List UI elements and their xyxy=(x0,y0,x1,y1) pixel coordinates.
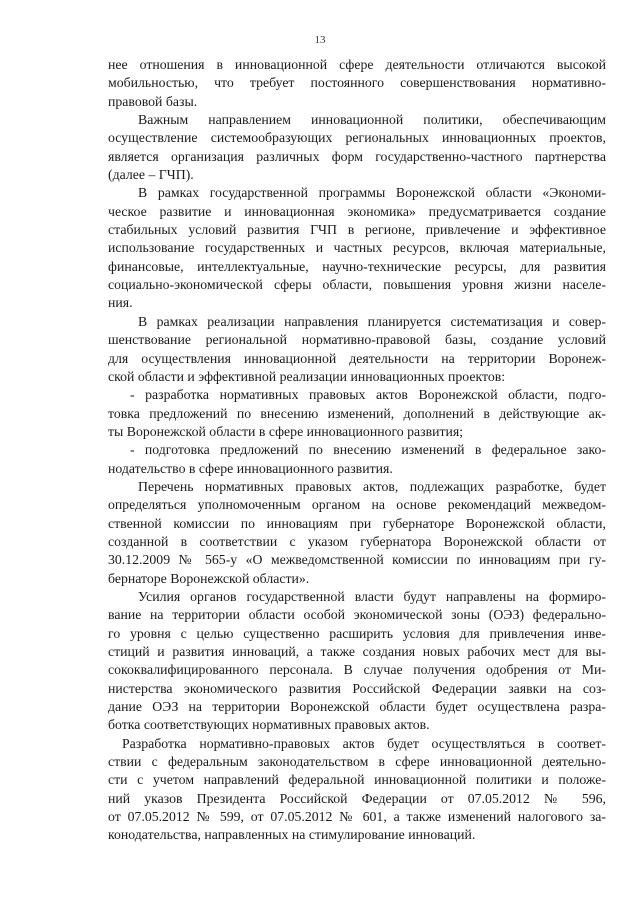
text-line: шенствование региональной нормативно-правовой базы, создание условий xyxy=(108,332,606,348)
document-body xyxy=(108,56,606,845)
text-line: вание на территории области особой экономической зоны (ОЭЗ) федерально- xyxy=(108,607,606,623)
text-line: - подготовка предложений по внесению изменений в федеральное зако- xyxy=(130,442,606,458)
text-line: нее отношения в инновационной сфере деятельности отличаются высокой xyxy=(108,57,606,72)
text-line: нистерства экономического развития Российской Федерации заявки на соз- xyxy=(108,680,606,696)
text-line: ческое развитие и инновационная экономика» предусматривается создание xyxy=(108,203,606,219)
page-number: 13 xyxy=(314,34,326,46)
text-line: 30.12.2009 № 565-у «О межведомственной комиссии по инновациям при гу- xyxy=(108,552,606,568)
text-line: мобильностью, что требует постоянного совершенствования нормативно- xyxy=(108,75,606,91)
text-line: В рамках государственной программы Воронежской области «Экономи- xyxy=(138,185,606,201)
text-line: ты Воронежской области в сфере инновационного развития; xyxy=(108,423,464,439)
text-line: использование государственных и частных ресурсов, включая материальные, xyxy=(108,240,606,256)
text-line: бернаторе Воронежской области». xyxy=(108,570,310,586)
text-line: созданной в соответствии с указом губернатора Воронежской области от xyxy=(108,533,606,549)
text-line: (далее – ГЧП). xyxy=(108,167,194,183)
text-line: социально-экономической сферы области, повышения уровня жизни населе- xyxy=(108,277,606,293)
text-line: финансовые, интеллектуальные, научно-технические ресурсы, для развития xyxy=(108,258,606,274)
text-line: для осуществления инновационной деятельности на территории Воронеж- xyxy=(108,350,606,366)
text-line: Перечень нормативных правовых актов, подлежащих разработке, будет xyxy=(138,478,606,494)
text-line: стиций и развития инноваций, а также создания новых рабочих мест для вы- xyxy=(108,644,606,659)
text-line: Разработка нормативно-правовых актов будет осуществляться в соответ- xyxy=(122,735,606,751)
text-line: ботка соответствующих нормативных правовых актов. xyxy=(108,717,430,733)
text-line: сти с учетом направлений федеральной инновационной политики и положе- xyxy=(108,772,606,788)
text-line: ния. xyxy=(108,295,133,311)
text-line: го уровня с целью существенно расширить условия для привлечения инве- xyxy=(108,625,606,641)
text-line: конодательства, направленных на стимулирование инноваций. xyxy=(108,827,476,843)
text-line: осуществление системообразующих региональных инновационных проектов, xyxy=(108,130,606,146)
text-line: правовой базы. xyxy=(108,93,198,109)
text-line: стабильных условий развития ГЧП в регионе, привлечение и эффективное xyxy=(108,222,606,238)
text-line: товка предложений по внесению изменений, дополнений в действующие ак- xyxy=(108,405,606,421)
text-line: Важным направлением инновационной политики, обеспечивающим xyxy=(138,112,606,128)
text-line: определяться уполномоченным органом на основе рекомендаций межведом- xyxy=(108,497,606,513)
text-line: является организация различных форм государственно-частного партнерства xyxy=(108,148,606,164)
text-line: ственной комиссии по инновациям при губернаторе Воронежской области, xyxy=(108,515,606,531)
text-line: дание ОЭЗ на территории Воронежской области будет осуществлена разра- xyxy=(108,699,606,715)
text-line: ствии с федеральным законодательством в сфере инновационной деятельно- xyxy=(108,754,606,770)
text-line: - разработка нормативных правовых актов Воронежской области, подго- xyxy=(130,387,606,403)
text-line: ской области и эффективной реализации инновационных проектов: xyxy=(108,368,506,384)
text-line: В рамках реализации направления планируется систематизация и совер- xyxy=(138,313,606,329)
text-line: Усилия органов государственной власти будут направлены на формиро- xyxy=(138,588,606,604)
text-line: ний указов Президента Российской Федерации от 07.05.2012 № 596, xyxy=(108,790,606,806)
text-line: сококвалифицированного персонала. В случае получения одобрения от Ми- xyxy=(108,662,606,678)
text-line: от 07.05.2012 № 599, от 07.05.2012 № 601, а также изменений налогового за- xyxy=(108,809,606,825)
text-line: нодательство в сфере инновационного развития. xyxy=(108,460,393,476)
